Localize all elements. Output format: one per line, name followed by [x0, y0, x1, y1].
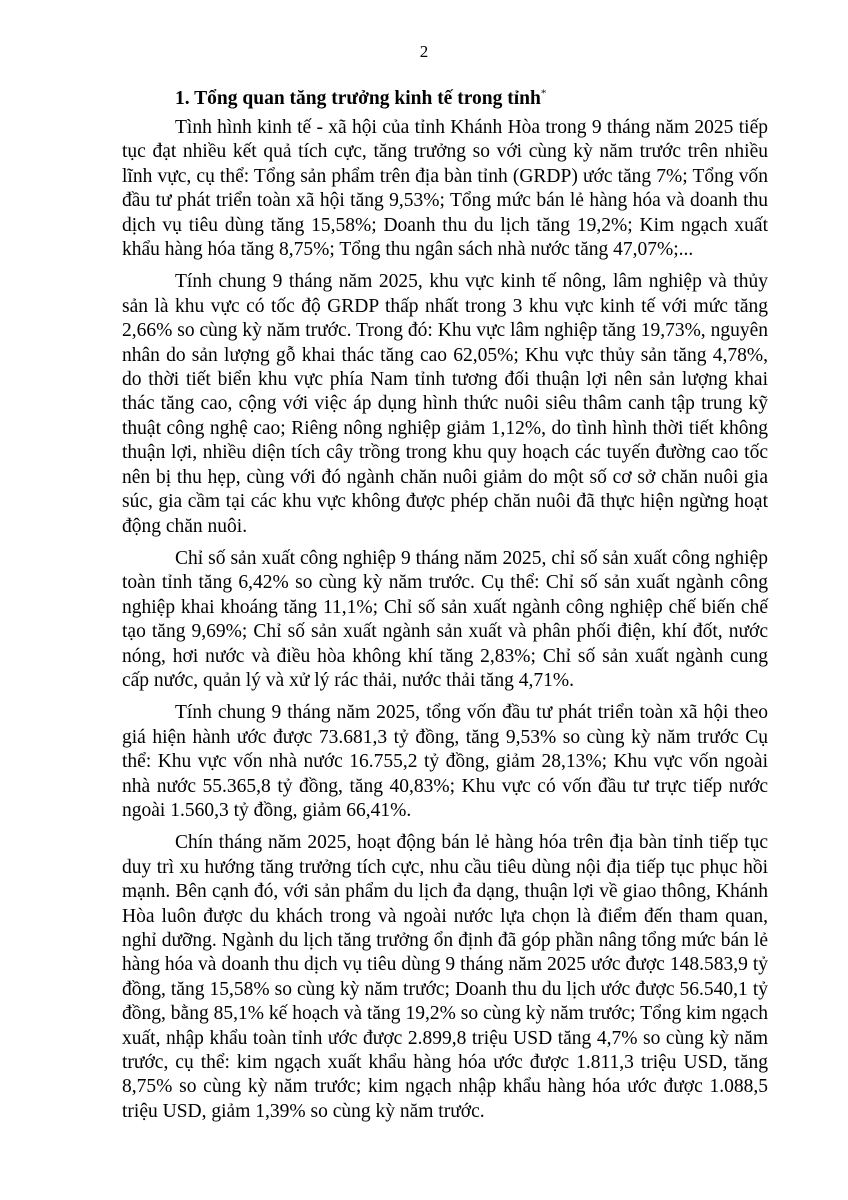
page-number: 2: [419, 42, 429, 61]
paragraph-industry: Chỉ số sản xuất công nghiệp 9 tháng năm 2025, chỉ số sản xuất công nghiệp toàn tỉnh tăng 6,42% so cùng kỳ năm trước. Cụ thể: Chỉ số sản xuất ngành công nghiệp khai khoáng tăng 11,1%; Chỉ số sản xuất ngành công nghiệp chế biến chế tạo tăng 9,69%; Chỉ số sản xuất ngành sản xuất và phân phối điện, khí đốt, nước nóng, hơi nước và điều hòa không khí tăng 2,83%; Chỉ số sản xuất ngành cung cấp nước, quản lý và xử lý rác thải, nước thải tăng 4,71%.: [122, 547, 768, 691]
paragraph-agriculture: Tính chung 9 tháng năm 2025, khu vực kinh tế nông, lâm nghiệp và thủy sản là khu vực có tốc độ GRDP thấp nhất trong 3 khu vực kinh tế với mức tăng 2,66% so cùng kỳ năm trước. Trong đó: Khu vực lâm nghiệp tăng 19,73%, nguyên nhân do sản lượng gỗ khai thác tăng cao 62,05%; Khu vực thủy sản tăng 4,78%, do thời tiết biển khu vực phía Nam tỉnh tương đối thuận lợi nên sản lượng khai thác tăng cao, cộng với việc áp dụng hình thức nuôi siêu thâm canh tập trung kỹ thuật công nghệ cao; Riêng nông nghiệp giảm 1,12%, do tình hình thời tiết không thuận lợi, nhiều diện tích cây trồng trong khu quy hoạch các tuyến đường cao tốc nên bị thu hẹp, cùng với đó ngành chăn nuôi giảm do một số cơ sở chăn nuôi gia súc, gia cầm tại các khu vực không được phép chăn nuôi đã thực hiện ngừng hoạt động chăn nuôi.: [122, 271, 768, 537]
paragraph-retail-tourism-trade: Chín tháng năm 2025, hoạt động bán lẻ hàng hóa trên địa bàn tỉnh tiếp tục duy trì xu hướng tăng trưởng tích cực, nhu cầu tiêu dùng nội địa tiếp tục phục hồi mạnh. Bên cạnh đó, với sản phẩm du lịch đa dạng, thuận lợi về giao thông, Khánh Hòa luôn được du khách trong và ngoài nước lựa chọn là điểm đến tham quan, nghỉ dưỡng. Ngành du lịch tăng trưởng ổn định đã góp phần nâng tổng mức bán lẻ hàng hóa và doanh thu dịch vụ tiêu dùng 9 tháng năm 2025 ước được 148.583,9 tỷ đồng, tăng 15,58% so cùng kỳ năm trước; Doanh thu du lịch ước được 56.540,1 tỷ đồng, bằng 85,1% kế hoạch và tăng 19,2% so cùng kỳ năm trước; Tổng kim ngạch xuất, nhập khẩu toàn tỉnh ước được 2.899,8 triệu USD tăng 4,7% so cùng kỳ năm trước, cụ thể: kim ngạch xuất khẩu hàng hóa ước được 1.811,3 triệu USD, tăng 8,75% so cùng kỳ năm trước; kim ngạch nhập khẩu hàng hóa ước được 1.088,5 triệu USD, giảm 1,39% so cùng kỳ năm trước.: [122, 832, 768, 1122]
paragraph-overview: Tình hình kinh tế - xã hội của tỉnh Khánh Hòa trong 9 tháng năm 2025 tiếp tục đạt nhiều kết quả tích cực, tăng trưởng so với cùng kỳ năm trước trên nhiều lĩnh vực, cụ thể: Tổng sản phẩm trên địa bàn tỉnh (GRDP) ước tăng 7%; Tổng vốn đầu tư phát triển toàn xã hội tăng 9,53%; Tổng mức bán lẻ hàng hóa và doanh thu dịch vụ tiêu dùng tăng 15,58%; Doanh thu du lịch tăng 19,2%; Kim ngạch xuất khẩu hàng hóa tăng 8,75%; Tổng thu ngân sách nhà nước tăng 47,07%;...: [122, 117, 768, 261]
section-heading: [122, 84, 768, 113]
paragraph-investment: Tính chung 9 tháng năm 2025, tổng vốn đầu tư phát triển toàn xã hội theo giá hiện hành ước được 73.681,3 tỷ đồng, tăng 9,53% so cùng kỳ năm trước Cụ thể: Khu vực vốn nhà nước 16.755,2 tỷ đồng, giảm 28,13%; Khu vực vốn ngoài nhà nước 55.365,8 tỷ đồng, tăng 40,83%; Khu vực có vốn đầu tư trực tiếp nước ngoài 1.560,3 tỷ đồng, giảm 66,41%.: [122, 702, 768, 821]
document-body: [122, 84, 768, 1132]
section-heading-text: 1. Tổng quan tăng trưởng kinh tế trong tỉnh: [175, 88, 541, 109]
footnote-marker: *: [540, 87, 547, 100]
